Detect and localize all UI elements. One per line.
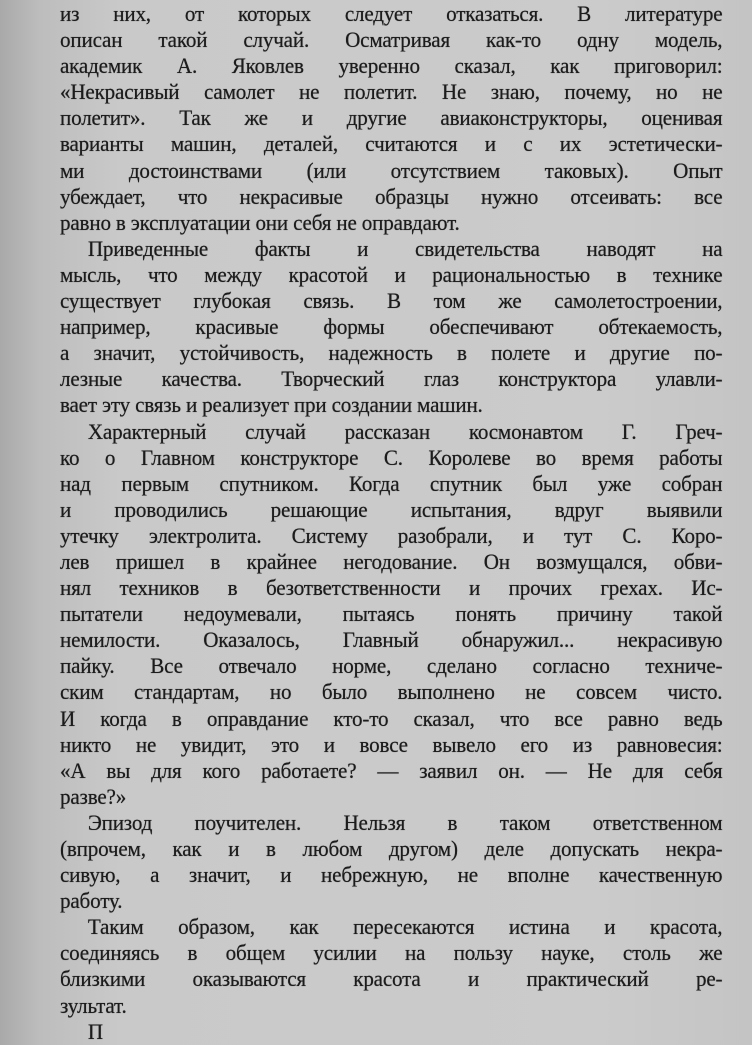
text-line: вает эту связь и реализует при создании машин. — [60, 392, 483, 418]
text-line: Приведенные факты и свидетельства наводят на — [87, 235, 723, 261]
text-line: зультат. — [60, 992, 127, 1018]
text-line: немилости. Оказалось, Главный обнаружил... некрасивую — [60, 627, 723, 653]
paragraph — [60, 914, 722, 1018]
text-line: ко о Главном конструкторе С. Королеве во время работы — [60, 444, 723, 470]
text-line: Эпизод поучителен. Нельзя в таком ответственном — [87, 809, 723, 835]
text-line: например, красивые формы обеспечивают обтекаемость, — [60, 314, 723, 340]
text-line: (впрочем, как и в любом другом) деле допускать некра- — [60, 836, 723, 861]
text-line: работу. — [60, 888, 123, 914]
text-line: пайку. Все отвечало норме, сделано согласно техниче- — [60, 653, 723, 679]
text-line: убеждает, что некрасивые образцы нужно отсеивать: все — [60, 183, 723, 209]
text-line: никто не увидит, это и вовсе вывело его из равновесия: — [60, 731, 723, 757]
paragraph — [60, 236, 722, 419]
text-line: И когда в оправдание кто-то сказал, что все равно ведь — [60, 705, 723, 731]
text-line: разве?» — [60, 783, 127, 809]
text-line: сивую, а значит, и небрежную, не вполне качественную — [60, 862, 723, 888]
text-line: описан такой случай. Осматривая как-то одну модель, — [60, 27, 723, 53]
text-line: и проводились решающие испытания, вдруг выявили — [60, 496, 723, 522]
text-line: варианты машин, деталей, считаются и с их эстетически- — [60, 131, 723, 157]
text-line: нял техников в безответственности и прочих грехах. Ис- — [60, 575, 723, 601]
text-line: равно в эксплуатации они себя не оправдают. — [60, 209, 460, 235]
text-line: соединяясь в общем усилии на пользу науке, столь же — [60, 940, 723, 966]
text-line: мысль, что между красотой и рациональностью в технике — [60, 261, 723, 287]
paragraph — [60, 810, 722, 914]
text-line: полетит». Так же и другие авиаконструкторы, оценивая — [60, 105, 723, 131]
text-line: пытатели недоумевали, пытаясь понять причину такой — [60, 601, 723, 627]
text-line: лев пришел в крайнее негодование. Он возмущался, обви- — [60, 548, 723, 574]
text-line: над первым спутником. Когда спутник был уже собран — [60, 470, 723, 496]
paragraph — [60, 419, 722, 810]
text-line: «Некрасивый самолет не полетит. Не знаю, почему, но не — [60, 79, 723, 105]
text-line: Таким образом, как пересекаются истина и красота, — [87, 914, 723, 940]
text-line: из них, от которых следует отказаться. В литературе — [60, 1, 723, 26]
paragraph — [60, 1, 722, 236]
text-line: существует глубокая связь. В том же самолетостроении, — [60, 288, 723, 314]
text-line: близкими оказываются красота и практический ре- — [60, 966, 723, 992]
text-line: ским стандартам, но было выполнено не совсем чисто. — [60, 679, 723, 705]
text-line: «А вы для кого работаете? — заявил он. — Не для себя — [60, 757, 723, 783]
text-line: а значит, устойчивость, надежность в полете и другие по- — [60, 340, 723, 366]
text-line: лезные качества. Творческий глаз конструктора улавли- — [60, 366, 723, 392]
text-line: Характерный случай рассказан космонавтом Г. Греч- — [87, 418, 723, 444]
text-line: ми достоинствами (или отсутствием таковых). Опыт — [60, 157, 723, 183]
text-line: утечку электролита. Систему разобрали, и тут С. Коро- — [60, 522, 723, 548]
document-page — [60, 1, 723, 1044]
text-line: академик А. Яковлев уверенно сказал, как приговорил: — [60, 53, 723, 79]
cut-off-line-fragment: П — [87, 1018, 103, 1044]
